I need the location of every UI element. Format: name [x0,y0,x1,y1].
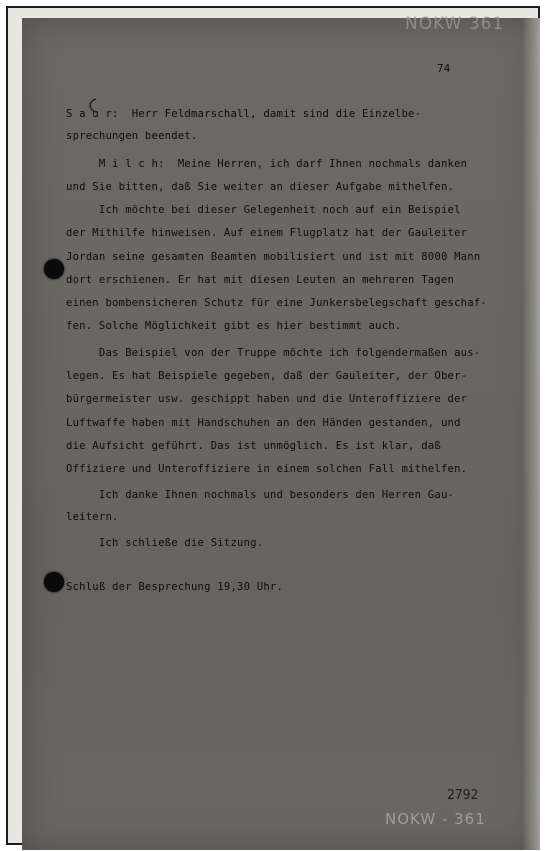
text-line: die Aufsicht geführt. Das ist unmöglich. Es ist klar, daß [66,440,441,452]
text-line: bürgermeister usw. geschippt haben und die Unteroffiziere der [66,393,468,405]
text-line: Luftwaffe haben mit Handschuhen an den Händen gestanden, und [66,417,461,429]
punch-hole [44,572,64,592]
page-number: 74 [437,62,451,75]
text-line: Ich danke Ihnen nochmals und besonders den Herren Gau- [66,489,455,501]
text-line: dort erschienen. Er hat mit diesen Leuten an mehreren Tagen [66,274,455,286]
closing-line: Schluß der Besprechung 19,30 Uhr. [66,581,284,593]
text-line: leitern. [66,511,119,523]
text-line: Das Beispiel von der Truppe möchte ich folgendermaßen aus- [66,347,481,359]
text-line: Ich schließe die Sitzung. [66,537,264,549]
text-line: M i l c h: Meine Herren, ich darf Ihnen nochmals danken [66,158,468,170]
text-line: Offiziere und Unteroffiziere in einem solchen Fall mithelfen. [66,463,468,475]
document-stamp-bottom: NOKW - 361 [385,810,486,828]
document-stamp-top: NOKW 361 [405,14,505,34]
text-line: sprechungen beendet. [66,130,198,142]
text-line: fen. Solche Möglichkeit gibt es hier bestimmt auch. [66,320,402,332]
text-line: und Sie bitten, daß Sie weiter an dieser Aufgabe mithelfen. [66,181,455,193]
text-line: Jordan seine gesamten Beamten mobilisiert und ist mit 8000 Mann [66,251,481,263]
document-number: 2792 [447,788,479,803]
text-line: der Mithilfe hinweisen. Auf einem Flugplatz hat der Gauleiter [66,227,468,239]
text-line: einen bombensicheren Schutz für eine Junkersbelegschaft geschaf- [66,297,487,309]
punch-hole [44,259,64,279]
text-line: legen. Es hat Beispiele gegeben, daß der Gauleiter, der Ober- [66,370,468,382]
text-line: Ich möchte bei dieser Gelegenheit noch auf ein Beispiel [66,204,461,216]
text-line: S a u r: Herr Feldmarschall, damit sind die Einzelbe- [66,108,422,120]
